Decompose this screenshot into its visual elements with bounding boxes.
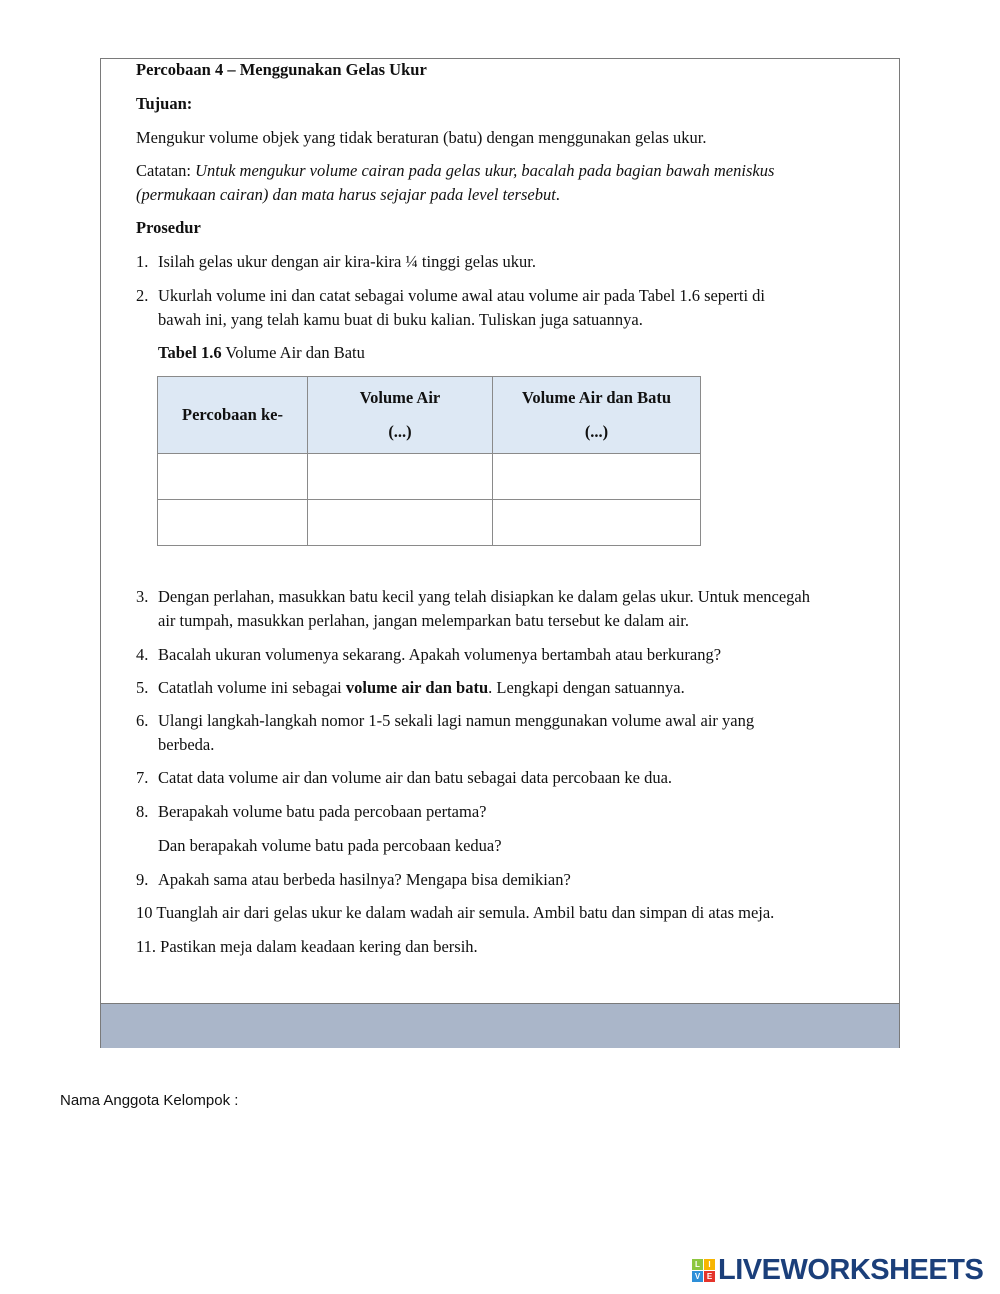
liveworksheets-logo bbox=[692, 1254, 983, 1287]
logo-letter: E bbox=[704, 1271, 715, 1282]
table-cell[interactable] bbox=[308, 454, 493, 500]
box-footer-bar bbox=[101, 1003, 899, 1048]
logo-letter: L bbox=[692, 1259, 703, 1270]
logo-letter: V bbox=[692, 1271, 703, 1282]
table-cell[interactable] bbox=[308, 500, 493, 546]
catatan-line1 bbox=[136, 161, 774, 181]
step-number: 5. bbox=[136, 678, 149, 697]
header-label: Volume Air bbox=[359, 388, 441, 407]
step-6 bbox=[136, 711, 754, 731]
step-number: 7. bbox=[136, 768, 149, 787]
catatan-text: (permukaan cairan) dan mata harus sejajar pada level tersebut bbox=[136, 185, 556, 204]
step-4 bbox=[136, 645, 721, 665]
step-emphasis: volume air dan batu bbox=[345, 678, 489, 697]
step-text: bawah ini, yang telah kamu buat di buku kalian. Tuliskan juga satuannya. bbox=[158, 310, 643, 329]
step-11: 11. Pastikan meja dalam keadaan kering dan bersih. bbox=[136, 937, 478, 956]
experiment-title: Percobaan 4 – Menggunakan Gelas Ukur bbox=[136, 60, 427, 79]
catatan-line2 bbox=[136, 185, 560, 205]
group-members-label: Nama Anggota Kelompok : bbox=[60, 1092, 239, 1109]
step-text: Ukurlah volume ini dan catat sebagai volume awal atau volume air pada Tabel 1.6 seperti di bbox=[158, 286, 766, 305]
step-text: Catatlah volume ini sebagai bbox=[158, 678, 346, 697]
step-3 bbox=[136, 587, 810, 607]
step-10: 10 Tuanglah air dari gelas ukur ke dalam wadah air semula. Ambil batu dan simpan di atas meja. bbox=[136, 903, 775, 922]
step-text: Catat data volume air dan volume air dan batu sebagai data percobaan ke dua. bbox=[158, 768, 673, 787]
table-cell[interactable] bbox=[493, 454, 701, 500]
step-text: air tumpah, masukkan perlahan, jangan melemparkan batu tersebut ke dalam air. bbox=[158, 611, 690, 630]
tujuan-text: Mengukur volume objek yang tidak beraturan (batu) dengan menggunakan gelas ukur. bbox=[136, 128, 707, 147]
step-number: 1. bbox=[136, 252, 149, 271]
logo-icon bbox=[692, 1259, 715, 1282]
table-caption-text: Volume Air dan Batu bbox=[221, 343, 365, 362]
table-header-row bbox=[158, 377, 701, 454]
logo-text: LIVEWORKSHEETS bbox=[718, 1254, 984, 1286]
step-text: Dengan perlahan, masukkan batu kecil yang telah disiapkan ke dalam gelas ukur. Untuk mencegah bbox=[158, 587, 810, 606]
header-percobaan: Percobaan ke- bbox=[158, 377, 308, 454]
catatan-label: Catatan: bbox=[136, 161, 196, 180]
step-number: 3. bbox=[136, 587, 149, 606]
table-cell[interactable] bbox=[158, 500, 308, 546]
step-5 bbox=[136, 678, 685, 698]
step-7 bbox=[136, 768, 672, 788]
step-text: . Lengkapi dengan satuannya. bbox=[488, 678, 685, 697]
step-text: Berapakah volume batu pada percobaan pertama? bbox=[158, 802, 487, 821]
tujuan-heading: Tujuan: bbox=[136, 94, 193, 113]
header-volume-air bbox=[308, 377, 493, 454]
step-text: berbeda. bbox=[158, 735, 215, 754]
table-caption-number: Tabel 1.6 bbox=[158, 343, 222, 362]
experiment-box bbox=[100, 58, 900, 1048]
step-text: Apakah sama atau berbeda hasilnya? Mengapa bisa demikian? bbox=[158, 870, 571, 889]
step-text: Bacalah ukuran volumenya sekarang. Apakah volumenya bertambah atau berkurang? bbox=[158, 645, 722, 664]
step-1 bbox=[136, 252, 536, 272]
header-unit: (...) bbox=[584, 422, 609, 441]
table-cell[interactable] bbox=[493, 500, 701, 546]
step-number: 2. bbox=[136, 286, 149, 305]
table-row bbox=[158, 500, 701, 546]
step-number: 4. bbox=[136, 645, 149, 664]
header-volume-air-batu bbox=[493, 377, 701, 454]
volume-table bbox=[157, 376, 701, 546]
step-number: 8. bbox=[136, 802, 149, 821]
step-2 bbox=[136, 286, 765, 306]
prosedur-heading: Prosedur bbox=[136, 218, 201, 237]
header-label: Volume Air dan Batu bbox=[522, 388, 671, 407]
step-number: 9. bbox=[136, 870, 149, 889]
step-text: Ulangi langkah-langkah nomor 1-5 sekali lagi namun menggunakan volume awal air yang bbox=[158, 711, 755, 730]
step-number: 6. bbox=[136, 711, 149, 730]
table-row bbox=[158, 454, 701, 500]
catatan-text: Untuk mengukur volume cairan pada gelas ukur, bacalah pada bagian bawah meniskus bbox=[195, 161, 775, 180]
step-text: Dan berapakah volume batu pada percobaan kedua? bbox=[158, 836, 502, 855]
step-text: Isilah gelas ukur dengan air kira-kira ¼ tinggi gelas ukur. bbox=[158, 252, 537, 271]
table-cell[interactable] bbox=[158, 454, 308, 500]
step-8 bbox=[136, 802, 486, 822]
table-caption bbox=[158, 343, 365, 363]
step-9 bbox=[136, 870, 571, 890]
logo-letter: I bbox=[704, 1259, 715, 1270]
catatan-end: . bbox=[555, 185, 560, 204]
header-unit: (...) bbox=[388, 422, 412, 441]
